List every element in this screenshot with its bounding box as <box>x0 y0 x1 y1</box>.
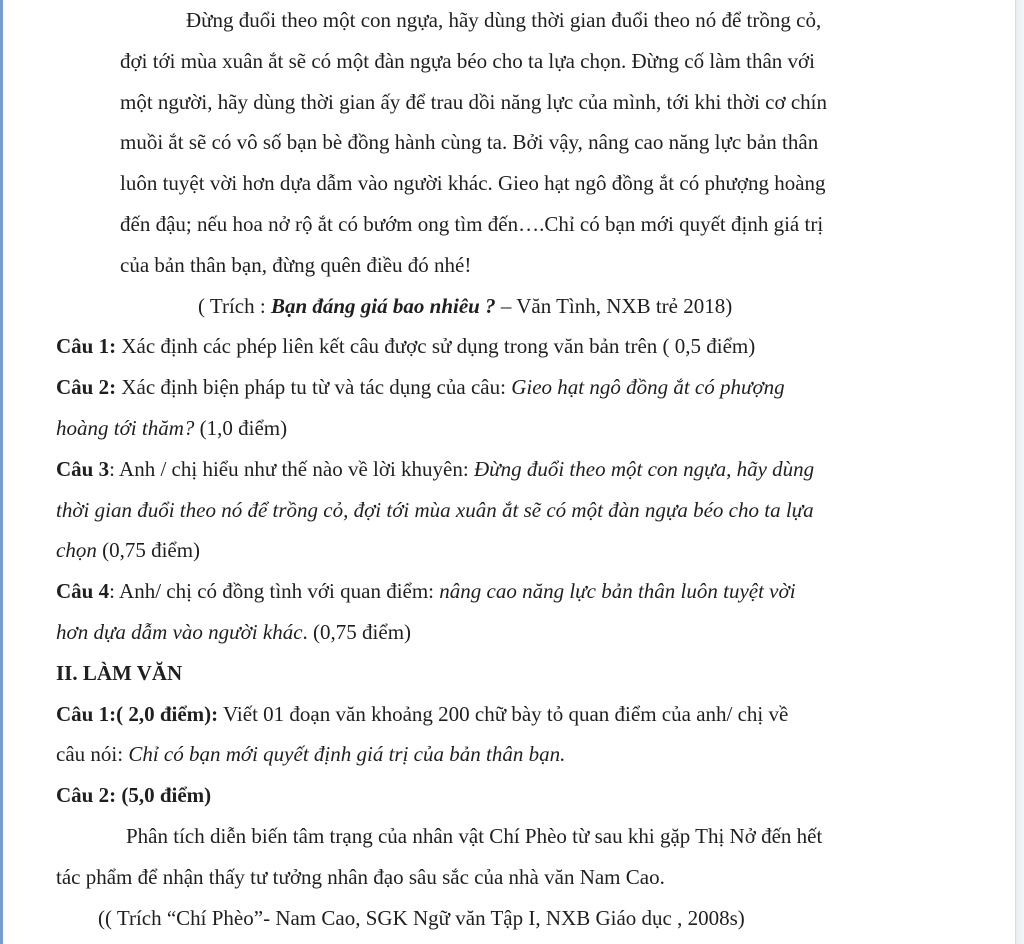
section-heading: II. LÀM VĂN <box>56 660 183 685</box>
passage-line: muồi ắt sẽ có vô số bạn bè đồng hành cùng ta. Bởi vậy, nâng cao năng lực bản thân <box>120 130 819 155</box>
question-label: Câu 2: (5,0 điểm) <box>56 783 212 808</box>
citation-suffix: – Văn Tình, NXB trẻ 2018) <box>495 293 733 318</box>
question-3-cont <box>56 530 926 571</box>
question-quote: thời gian đuổi theo nó để trồng cỏ, đợi tới mùa xuân ắt sẽ có một đàn ngựa béo cho ta lựa <box>56 497 814 522</box>
question-label: Câu 1:( 2,0 điểm): <box>56 701 219 726</box>
passage-citation <box>56 286 926 327</box>
question-text: câu nói: <box>56 742 129 767</box>
essay-question-2-label <box>56 775 926 816</box>
question-4-cont <box>56 612 926 653</box>
question-quote: hoàng tới thăm? <box>56 415 195 440</box>
passage-line: của bản thân bạn, đừng quên điều đó nhé! <box>120 252 472 277</box>
question-quote: Chỉ có bạn mới quyết định giá trị của bản thân bạn. <box>128 742 566 767</box>
citation-title: Bạn đáng giá bao nhiêu ? <box>270 293 496 318</box>
question-text: Xác định biện pháp tu từ và tác dụng của câu: <box>116 375 512 400</box>
question-text: : Anh / chị hiểu như thế nào về lời khuyên: <box>109 456 474 481</box>
essay-question-2-text: Phân tích diễn biến tâm trạng của nhân vật Chí Phèo từ sau khi gặp Thị Nở đến hết <box>126 823 823 848</box>
question-label: Câu 1: <box>56 334 117 359</box>
question-quote: nâng cao năng lực bản thân luôn tuyệt vời <box>439 579 796 604</box>
essay-question-1-cont <box>56 734 926 775</box>
right-scroll-edge <box>1015 0 1024 944</box>
question-label: Câu 3 <box>56 456 110 481</box>
question-score: (1,0 điểm) <box>194 415 288 440</box>
question-2-cont <box>56 408 926 449</box>
question-3-cont <box>56 490 926 531</box>
question-text: Xác định các phép liên kết câu được sử dụng trong văn bản trên ( 0,5 điểm) <box>116 334 756 359</box>
question-text: Viết 01 đoạn văn khoảng 200 chữ bày tỏ quan điểm của anh/ chị về <box>218 701 789 726</box>
passage-line: đến đậu; nếu hoa nở rộ ắt có bướm ong tìm đến….Chỉ có bạn mới quyết định giá trị <box>120 211 824 236</box>
question-label: Câu 2: <box>56 375 117 400</box>
document-page <box>56 0 926 938</box>
question-text: : Anh/ chị có đồng tình với quan điểm: <box>109 579 440 604</box>
question-score: (0,75 điểm) <box>96 538 201 563</box>
left-border <box>0 0 3 944</box>
essay-citation: (( Trích “Chí Phèo”- Nam Cao, SGK Ngữ văn Tập I, NXB Giáo dục , 2008s) <box>98 905 745 930</box>
question-4 <box>56 571 926 612</box>
passage-line: đợi tới mùa xuân ắt sẽ có một đàn ngựa béo cho ta lựa chọn. Đừng cố làm thân với <box>120 48 815 73</box>
question-quote: chọn <box>56 538 97 563</box>
question-1 <box>56 326 926 367</box>
passage-line: một người, hãy dùng thời gian ấy để trau dồi năng lực của mình, tới khi thời cơ chín <box>120 89 827 114</box>
question-quote: Gieo hạt ngô đồng ắt có phượng <box>511 375 785 400</box>
question-3 <box>56 449 926 490</box>
passage-line: Đừng đuổi theo một con ngựa, hãy dùng thời gian đuổi theo nó để trồng cỏ, <box>186 8 822 32</box>
passage-line: luôn tuyệt vời hơn dựa dẫm vào người khác. Gieo hạt ngô đồng ắt có phượng hoàng <box>120 171 826 196</box>
essay-question-1 <box>56 694 926 735</box>
question-score: . (0,75 điểm) <box>302 619 412 644</box>
question-2 <box>56 367 926 408</box>
question-quote: Đừng đuổi theo một con ngựa, hãy dùng <box>473 456 815 481</box>
question-label: Câu 4 <box>56 579 110 604</box>
citation-prefix: ( Trích : <box>198 293 271 318</box>
question-quote: hơn dựa dẫm vào người khác <box>56 619 303 644</box>
essay-question-2-text: tác phẩm để nhận thấy tư tưởng nhân đạo sâu sắc của nhà văn Nam Cao. <box>56 864 665 889</box>
